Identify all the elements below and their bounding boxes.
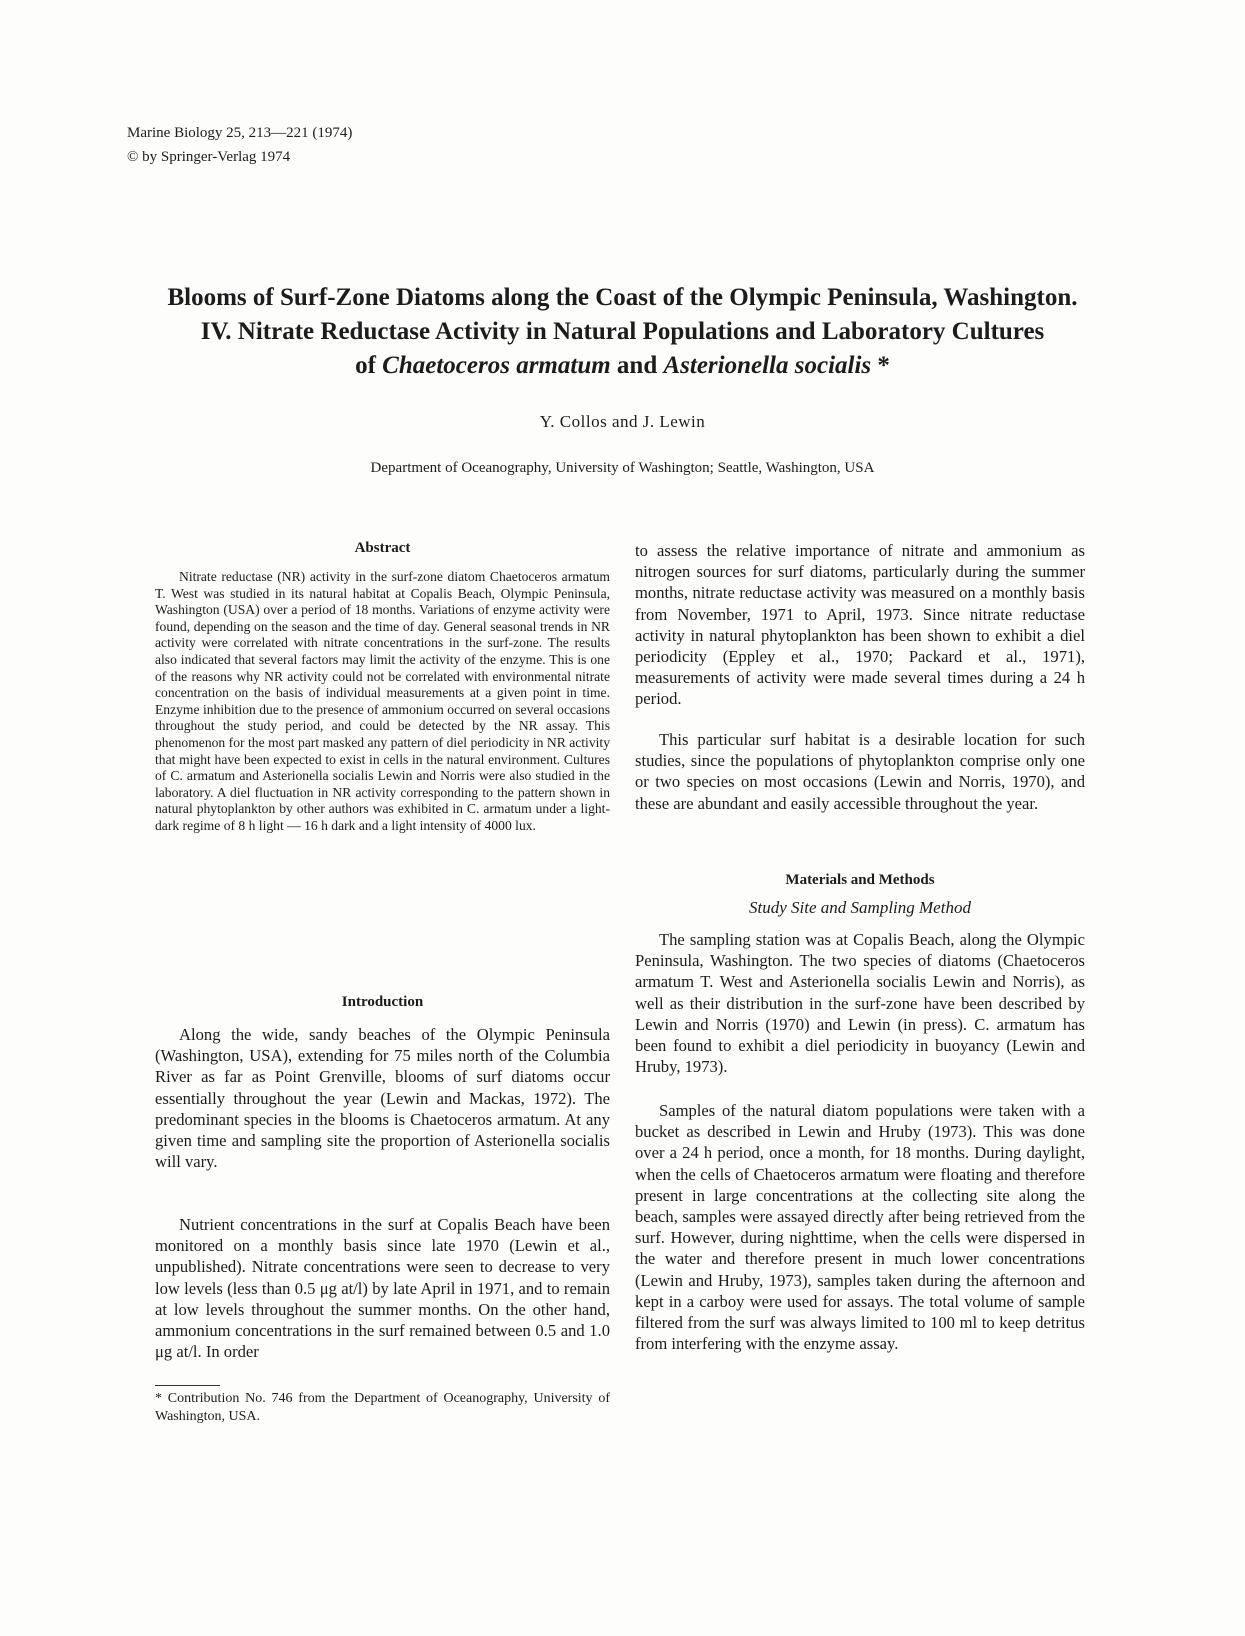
- abstract-text: Nitrate reductase (NR) activity in the surf-zone diatom Chaetoceros armatum T. West was studied in its natural habitat at Copalis Beach, Olympic Peninsula, Washington (USA) over a period of 18 months. Variations of enzyme activity were found, depending on the season and the time of day. General seasonal trends in NR activity were correlated with nitrate concentrations in the surf-zone. The results also indicated that several factors may limit the activity of the enzyme. This is one of the reasons why NR activity could not be correlated with environmental nitrate concentration on the basis of individual measurements at a given point in time. Enzyme inhibition due to the presence of ammonium occurred on several occasions throughout the study period, and could be detected by the NR assay. This phenomenon for the most part masked any pattern of diel periodicity in NR activity that might have been expected to exist in cells in the natural environment. Cultures of C. armatum and Asterionella socialis Lewin and Norris were also studied in the laboratory. A diel fluctuation in NR activity corresponding to the pattern shown in natural phytoplankton by other authors was exhibited in C. armatum under a light-dark regime of 8 h light — 16 h dark and a light intensity of 4000 lux.: [155, 569, 610, 833]
- methods-heading: Materials and Methods: [785, 872, 935, 888]
- title-line-2: IV. Nitrate Reductase Activity in Natural Populations and Laboratory Cultures: [200, 318, 1045, 345]
- introduction-paragraph-2: Nutrient concentrations in the surf at Copalis Beach have been monitored on a monthly basis since late 1970 (Lewin et al., unpublished). Nitrate concentrations were seen to decrease to very low levels (less than 0.5 μg at/l) by late April in 1971, and to remain at low levels throughout the summer months. On the other hand, ammonium concentrations in the surf remained between 0.5 and 1.0 μg at/l. In order: [155, 1215, 610, 1362]
- title-prefix: of: [355, 352, 383, 379]
- footnote: * Contribution No. 746 from the Department of Oceanography, University of Washington, USA.: [155, 1391, 610, 1424]
- methods-paragraph-1: The sampling station was at Copalis Beach, along the Olympic Peninsula, Washington. The two species of diatoms (Chaetoceros armatum T. West and Asterionella socialis Lewin and Norris), as well as their distribution in the surf-zone have been described by Lewin and Norris (1970) and Lewin (in press). C. armatum has been found to exhibit a diel periodicity in buoyancy (Lewin and Hruby, 1973).: [635, 930, 1085, 1077]
- title-species-2: Asterionella socialis: [663, 352, 872, 379]
- abstract-heading: Abstract: [354, 540, 411, 556]
- journal-citation: Marine Biology 25, 213—221 (1974): [127, 125, 353, 141]
- copyright-line: © by Springer-Verlag 1974: [127, 149, 291, 165]
- title-conjunction: and: [610, 352, 664, 379]
- introduction-paragraph-3: to assess the relative importance of nitrate and ammonium as nitrogen sources for surf diatoms, particularly during the summer months, nitrate reductase activity was measured on a monthly basis from November, 1971 to April, 1973. Since nitrate reductase activity in natural phytoplankton has been shown to exhibit a diel periodicity (Eppley et al., 1970; Packard et al., 1971), measurements of activity were made several times during a 24 h period.: [635, 541, 1085, 709]
- introduction-heading: Introduction: [341, 994, 424, 1010]
- introduction-paragraph-1: Along the wide, sandy beaches of the Olympic Peninsula (Washington, USA), extending for 75 miles north of the Columbia River as far as Point Grenville, blooms of surf diatoms occur essentially throughout the year (Lewin and Mackas, 1972). The predominant species in the blooms is Chaetoceros armatum. At any given time and sampling site the proportion of Asterionella socialis will vary.: [155, 1025, 610, 1172]
- affiliation: Department of Oceanography, University of Washington; Seattle, Washington, USA: [370, 460, 875, 476]
- methods-paragraph-2: Samples of the natural diatom populations were taken with a bucket as described in Lewin and Hruby (1973). This was done over a 24 h period, once a month, for 18 months. During daylight, when the cells of Chaetoceros armatum were floating and therefore present in large concentrations at the collecting site along the beach, samples were assayed directly after being retrieved from the surf. However, during nighttime, when the cells were dispersed in the water and therefore present in much lower concentrations (Lewin and Hruby, 1973), samples taken during the afternoon and kept in a carboy were used for assays. The total volume of sample filtered from the surf was always limited to 100 ml to keep detritus from interfering with the enzyme assay.: [635, 1101, 1085, 1354]
- title-species-1: Chaetoceros armatum: [382, 352, 611, 379]
- authors: Y. Collos and J. Lewin: [539, 412, 706, 431]
- footnote-rule: [155, 1385, 220, 1386]
- title-footnote-mark: *: [871, 352, 890, 379]
- methods-subheading: Study Site and Sampling Method: [749, 898, 971, 917]
- introduction-paragraph-4: This particular surf habitat is a desirable location for such studies, since the populations of phytoplankton comprise only one or two species on most occasions (Lewin and Norris, 1970), and these are abundant and easily accessible throughout the year.: [635, 730, 1085, 813]
- title-line-1: Blooms of Surf-Zone Diatoms along the Coast of the Olympic Peninsula, Washington.: [167, 284, 1078, 311]
- right-column: [635, 0, 1085, 1636]
